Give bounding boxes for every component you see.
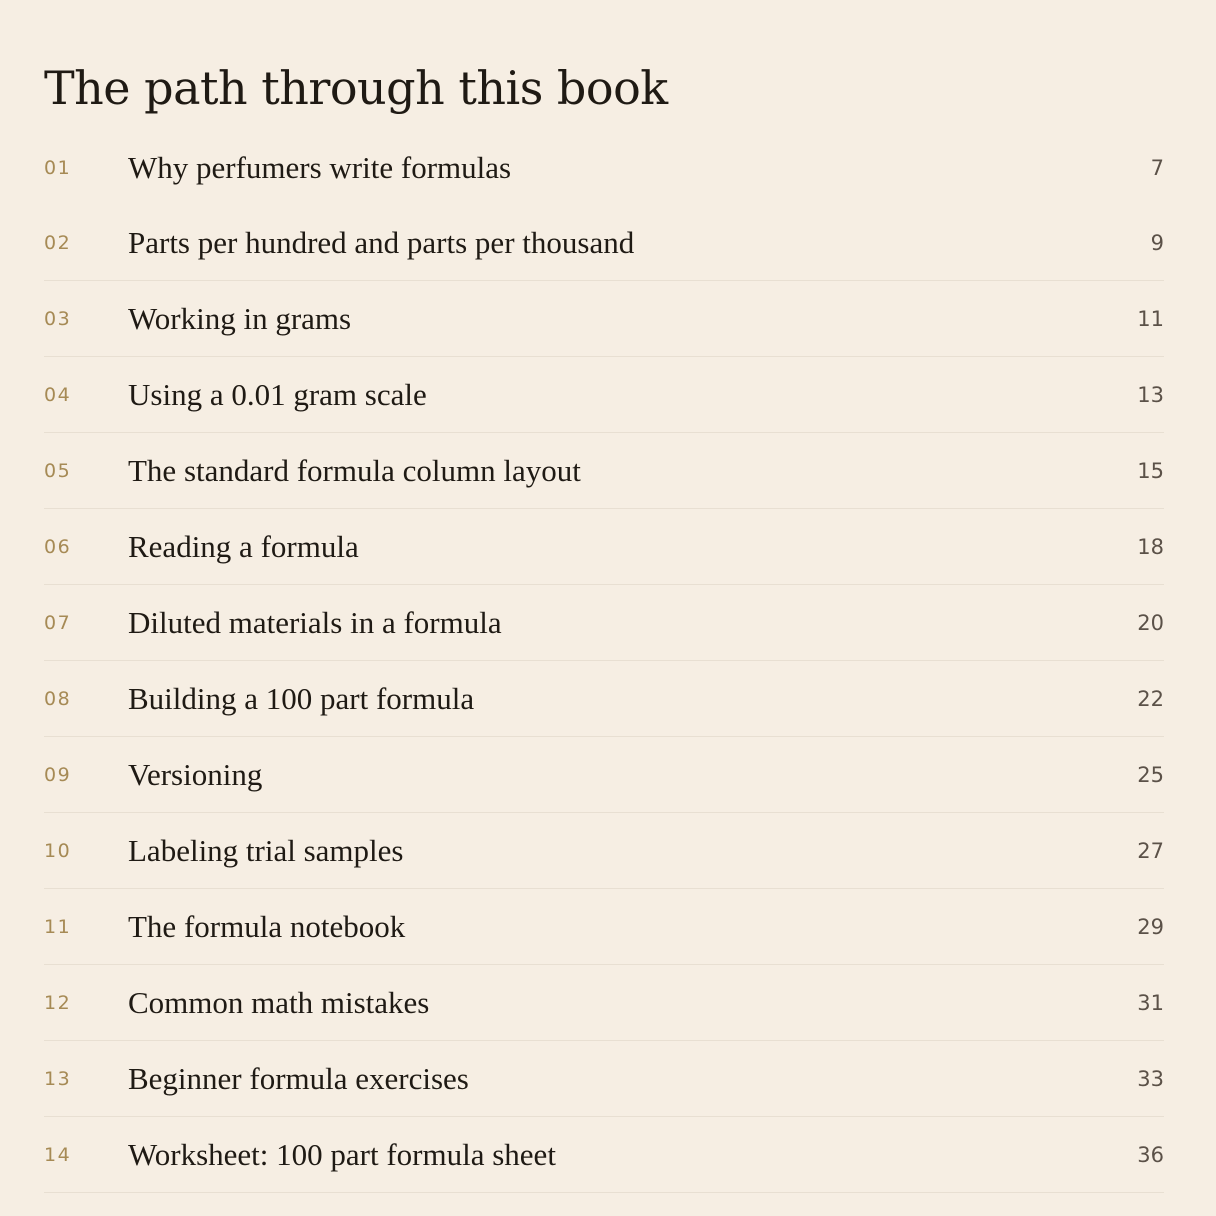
chapter-number: 05	[44, 459, 72, 482]
chapter-title: Why perfumers write formulas	[128, 149, 512, 185]
chapter-title: The formula notebook	[128, 908, 406, 944]
page-title: The path through this book	[44, 61, 668, 115]
chapter-title: Versioning	[128, 756, 263, 792]
chapter-title: Using a 0.01 gram scale	[128, 376, 427, 412]
page-number: 29	[1137, 914, 1164, 939]
page-number: 7	[1150, 155, 1164, 180]
chapter-number: 06	[44, 535, 72, 558]
toc-entry[interactable]	[44, 281, 1164, 357]
chapter-title: Diluted materials in a formula	[128, 604, 502, 640]
toc-entry[interactable]	[44, 130, 1164, 205]
page-number: 31	[1137, 990, 1164, 1015]
page-number: 20	[1137, 610, 1164, 635]
page-number: 25	[1137, 762, 1164, 787]
page-number: 36	[1137, 1142, 1164, 1167]
toc-entry[interactable]	[44, 357, 1164, 433]
page-number: 9	[1150, 230, 1164, 255]
toc-entry[interactable]	[44, 661, 1164, 737]
page-number: 27	[1137, 838, 1164, 863]
page-number: 22	[1137, 686, 1164, 711]
page-number: 13	[1137, 382, 1164, 407]
chapter-number: 02	[44, 231, 72, 254]
toc-entry[interactable]	[44, 1117, 1164, 1193]
chapter-number: 08	[44, 687, 72, 710]
page-number: 11	[1137, 306, 1164, 331]
toc-entry[interactable]	[44, 205, 1164, 281]
page-number: 15	[1137, 458, 1164, 483]
toc-entry[interactable]	[44, 889, 1164, 965]
chapter-number: 09	[44, 763, 72, 786]
chapter-number: 11	[44, 915, 72, 938]
chapter-number: 07	[44, 611, 72, 634]
chapter-number: 03	[44, 307, 72, 330]
chapter-title: Labeling trial samples	[128, 832, 404, 868]
toc-entry[interactable]	[44, 509, 1164, 585]
toc-list	[44, 130, 1164, 1193]
toc-entry[interactable]	[44, 813, 1164, 889]
chapter-number: 10	[44, 839, 72, 862]
chapter-number: 13	[44, 1067, 72, 1090]
chapter-title: Building a 100 part formula	[128, 680, 475, 716]
page-number: 33	[1137, 1066, 1164, 1091]
toc-entry[interactable]	[44, 737, 1164, 813]
table-of-contents	[44, 0, 1164, 1172]
toc-entry[interactable]	[44, 965, 1164, 1041]
chapter-title: Common math mistakes	[128, 984, 430, 1020]
chapter-title: Reading a formula	[128, 528, 359, 564]
chapter-number: 14	[44, 1143, 72, 1166]
chapter-title: Parts per hundred and parts per thousand	[128, 224, 635, 260]
chapter-title: Worksheet: 100 part formula sheet	[128, 1136, 556, 1172]
chapter-title: The standard formula column layout	[128, 452, 581, 488]
chapter-number: 04	[44, 383, 72, 406]
page-number: 18	[1137, 534, 1164, 559]
chapter-title: Beginner formula exercises	[128, 1060, 469, 1096]
chapter-number: 01	[44, 156, 72, 179]
chapter-title: Working in grams	[128, 300, 352, 336]
toc-entry[interactable]	[44, 1041, 1164, 1117]
chapter-number: 12	[44, 991, 72, 1014]
toc-entry[interactable]	[44, 585, 1164, 661]
toc-entry[interactable]	[44, 433, 1164, 509]
